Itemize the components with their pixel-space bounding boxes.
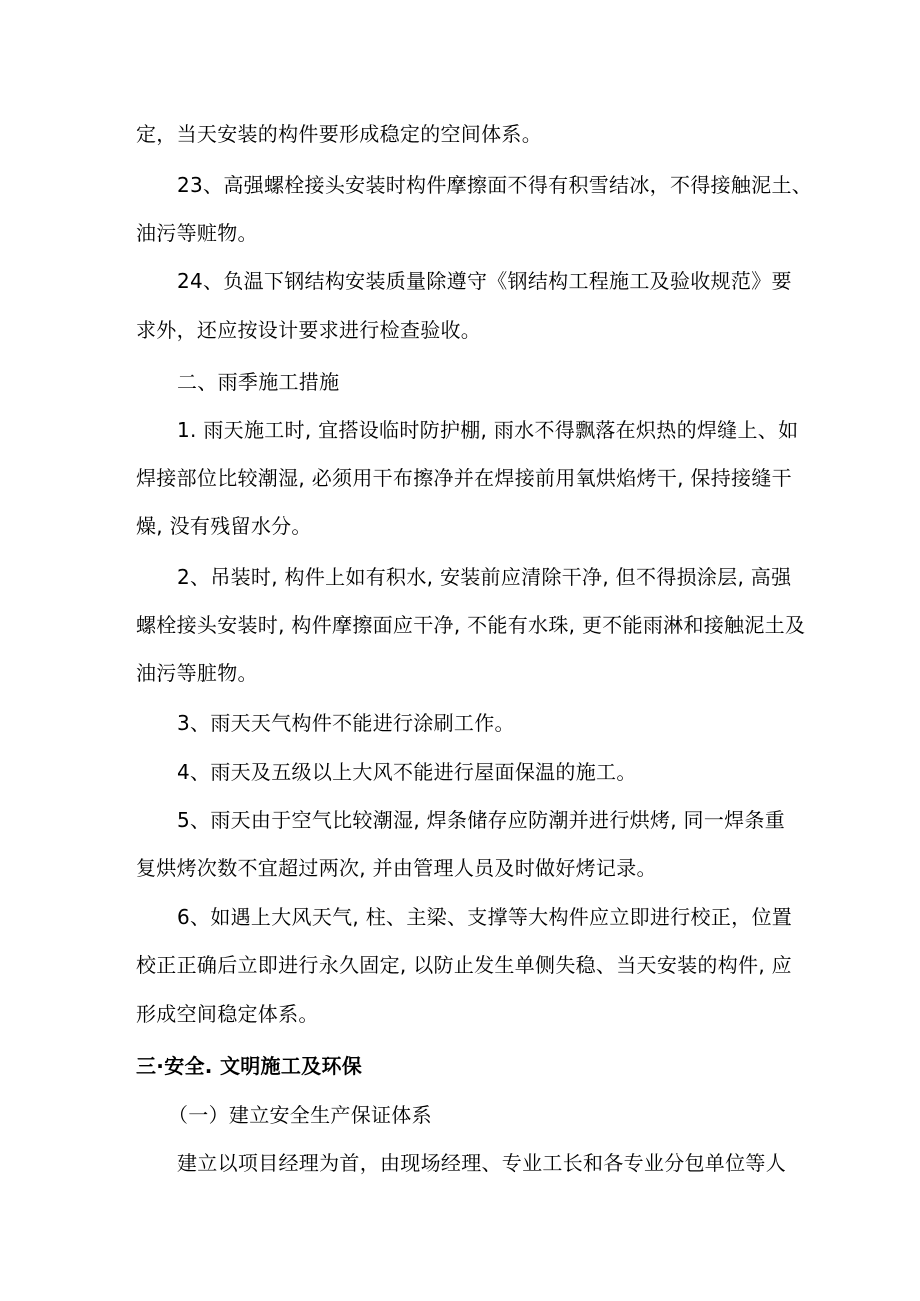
text-line-8: 焊接部位比较潮湿, 必须用干布擦净并在焊接前用氧烘焰烤干, 保持接缝干	[136, 466, 792, 490]
text-line-14: 4、雨天及五级以上大风不能进行屋面保温的施工。	[177, 760, 637, 784]
text-line-10: 2、吊装时, 构件上如有积水, 安装前应清除干净, 但不得损涂层, 高强	[177, 565, 792, 589]
text-line-12: 油污等脏物。	[136, 661, 258, 685]
text-line-9: 燥, 没有残留水分。	[136, 514, 312, 538]
text-line-5: 求外，还应按设计要求进行检查验收。	[136, 318, 482, 342]
text-line-15: 5、雨天由于空气比较潮湿, 焊条储存应防潮并进行烘烤, 同一焊条重	[177, 808, 786, 832]
text-line-2: 23、高强螺栓接头安装时构件摩擦面不得有积雪结冰，不得接触泥土、	[177, 173, 813, 197]
text-line-18: 校正正确后立即进行永久固定, 以防止发生单侧失稳、当天安装的构件, 应	[136, 953, 792, 977]
text-line-3: 油污等赃物。	[136, 221, 258, 245]
text-line-16: 复烘烤次数不宜超过两次, 并由管理人员及时做好烤记录。	[136, 856, 657, 880]
text-line-17: 6、如遇上大风天气, 柱、主梁、支撑等大构件应立即进行校正，位置	[177, 905, 793, 929]
section-heading-safety: 三·安全. 文明施工及环保	[136, 1054, 363, 1078]
subsection-heading-safety-system: （一）建立安全生产保证体系	[168, 1103, 432, 1127]
text-line-1: 定，当天安装的构件要形成稳定的空间体系。	[136, 122, 542, 146]
section-heading-rainy-season: 二、雨季施工措施	[177, 370, 340, 394]
text-line-4: 24、负温下钢结构安装质量除遵守《钢结构工程施工及验收规范》要	[177, 269, 792, 293]
text-line-19: 形成空间稳定体系。	[136, 1002, 319, 1026]
text-line-13: 3、雨天天气构件不能进行涂刷工作。	[177, 711, 515, 735]
text-line-11: 螺栓接头安装时, 构件摩擦面应干净, 不能有水珠, 更不能雨淋和接触泥土及	[136, 613, 806, 637]
text-line-22: 建立以项目经理为首，由现场经理、专业工长和各专业分包单位等人	[177, 1151, 786, 1175]
text-line-7: 1. 雨天施工时, 宜搭设临时防护棚, 雨水不得飘落在炽热的焊缝上、如	[177, 418, 799, 442]
